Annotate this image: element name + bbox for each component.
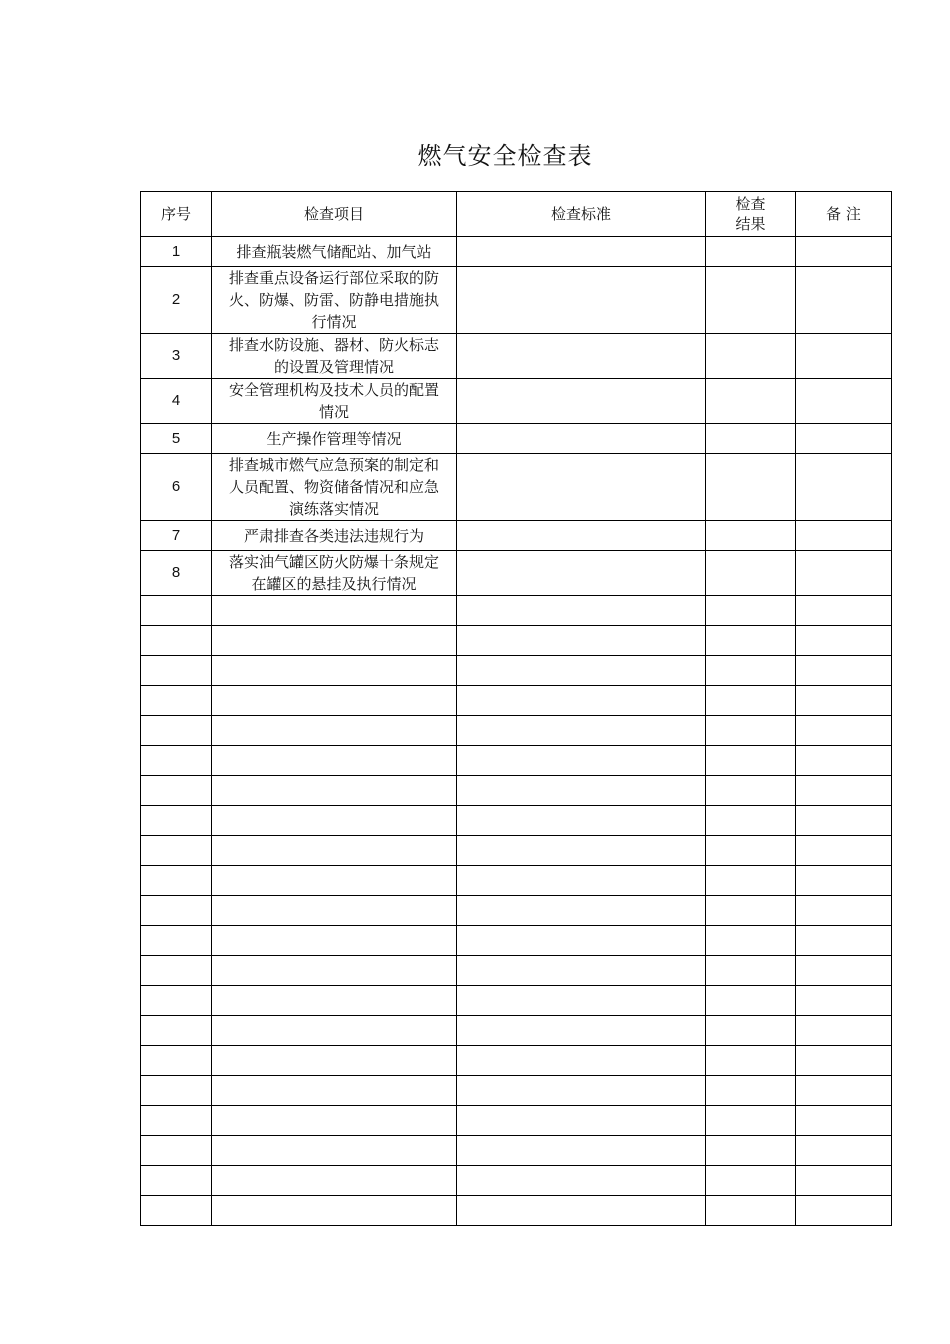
- cell-item-text: 排查重点设备运行部位采取的防火、防爆、防雷、防静电措施执行情况: [228, 269, 439, 331]
- empty-table-row: [141, 1016, 892, 1046]
- cell-note[interactable]: [796, 626, 892, 656]
- cell-result[interactable]: [706, 334, 796, 379]
- cell-standard[interactable]: [457, 334, 706, 379]
- cell-no[interactable]: [141, 1046, 212, 1076]
- cell-item[interactable]: [212, 1166, 457, 1196]
- cell-note[interactable]: [796, 806, 892, 836]
- cell-result[interactable]: [706, 1136, 796, 1166]
- empty-table-row: [141, 776, 892, 806]
- cell-item[interactable]: [212, 596, 457, 626]
- cell-no: 2: [141, 267, 212, 334]
- cell-standard[interactable]: [457, 379, 706, 424]
- cell-no: 4: [141, 379, 212, 424]
- table-row: [141, 454, 892, 521]
- cell-result[interactable]: [706, 1046, 796, 1076]
- cell-note[interactable]: [796, 424, 892, 454]
- cell-standard[interactable]: [457, 686, 706, 716]
- cell-no[interactable]: [141, 1166, 212, 1196]
- cell-note[interactable]: [796, 866, 892, 896]
- cell-note[interactable]: [796, 379, 892, 424]
- cell-no: 5: [141, 424, 212, 454]
- cell-result[interactable]: [706, 267, 796, 334]
- cell-standard[interactable]: [457, 454, 706, 521]
- cell-standard[interactable]: [457, 1106, 706, 1136]
- cell-note[interactable]: [796, 986, 892, 1016]
- cell-no[interactable]: [141, 716, 212, 746]
- cell-item[interactable]: [212, 626, 457, 656]
- cell-note[interactable]: [796, 454, 892, 521]
- cell-item[interactable]: [212, 986, 457, 1016]
- cell-standard[interactable]: [457, 836, 706, 866]
- cell-standard[interactable]: [457, 806, 706, 836]
- table-row: [141, 237, 892, 267]
- cell-note[interactable]: [796, 1076, 892, 1106]
- cell-result[interactable]: [706, 1076, 796, 1106]
- cell-item: [212, 267, 457, 334]
- cell-result[interactable]: [706, 836, 796, 866]
- cell-item[interactable]: [212, 1016, 457, 1046]
- cell-item: [212, 521, 457, 551]
- empty-table-row: [141, 956, 892, 986]
- cell-no: 8: [141, 551, 212, 596]
- cell-no[interactable]: [141, 1196, 212, 1226]
- cell-standard[interactable]: [457, 776, 706, 806]
- cell-no[interactable]: [141, 836, 212, 866]
- empty-table-row: [141, 686, 892, 716]
- cell-no[interactable]: [141, 686, 212, 716]
- cell-standard[interactable]: [457, 656, 706, 686]
- cell-no[interactable]: [141, 866, 212, 896]
- cell-standard[interactable]: [457, 1136, 706, 1166]
- header-note: 备 注: [796, 192, 892, 237]
- cell-result[interactable]: [706, 896, 796, 926]
- empty-table-row: [141, 626, 892, 656]
- cell-note[interactable]: [796, 596, 892, 626]
- cell-no: 6: [141, 454, 212, 521]
- cell-standard[interactable]: [457, 1196, 706, 1226]
- cell-no[interactable]: [141, 656, 212, 686]
- empty-table-row: [141, 1076, 892, 1106]
- cell-standard[interactable]: [457, 237, 706, 267]
- cell-item[interactable]: [212, 926, 457, 956]
- cell-note[interactable]: [796, 776, 892, 806]
- cell-standard[interactable]: [457, 926, 706, 956]
- empty-table-row: [141, 1136, 892, 1166]
- cell-item: [212, 237, 457, 267]
- cell-item[interactable]: [212, 746, 457, 776]
- header-row: [141, 192, 892, 237]
- table-body: [141, 237, 892, 1226]
- cell-note[interactable]: [796, 1016, 892, 1046]
- header-result: 检查 结果: [706, 192, 796, 237]
- cell-standard[interactable]: [457, 986, 706, 1016]
- cell-item[interactable]: [212, 1196, 457, 1226]
- table-row: [141, 424, 892, 454]
- header-item: 检查项目: [212, 192, 457, 237]
- empty-table-row: [141, 896, 892, 926]
- header-no: 序号: [141, 192, 212, 237]
- cell-item: [212, 334, 457, 379]
- empty-table-row: [141, 596, 892, 626]
- empty-table-row: [141, 926, 892, 956]
- table-row: [141, 551, 892, 596]
- empty-table-row: [141, 836, 892, 866]
- cell-standard[interactable]: [457, 267, 706, 334]
- cell-note[interactable]: [796, 1106, 892, 1136]
- cell-no[interactable]: [141, 986, 212, 1016]
- cell-note[interactable]: [796, 746, 892, 776]
- cell-result[interactable]: [706, 1196, 796, 1226]
- cell-note[interactable]: [796, 521, 892, 551]
- cell-result[interactable]: [706, 551, 796, 596]
- cell-standard[interactable]: [457, 1076, 706, 1106]
- empty-table-row: [141, 806, 892, 836]
- cell-note[interactable]: [796, 656, 892, 686]
- cell-no[interactable]: [141, 1106, 212, 1136]
- cell-item: [212, 454, 457, 521]
- cell-result[interactable]: [706, 746, 796, 776]
- cell-item[interactable]: [212, 836, 457, 866]
- cell-result[interactable]: [706, 626, 796, 656]
- cell-standard[interactable]: [457, 1016, 706, 1046]
- cell-item-text: 排查城市燃气应急预案的制定和人员配置、物资储备情况和应急演练落实情况: [228, 456, 439, 518]
- cell-item[interactable]: [212, 896, 457, 926]
- cell-standard[interactable]: [457, 551, 706, 596]
- cell-note[interactable]: [796, 267, 892, 334]
- cell-item: [212, 551, 457, 596]
- cell-note[interactable]: [796, 836, 892, 866]
- cell-item: [212, 424, 457, 454]
- empty-table-row: [141, 716, 892, 746]
- cell-standard[interactable]: [457, 1046, 706, 1076]
- cell-result[interactable]: [706, 656, 796, 686]
- empty-table-row: [141, 1046, 892, 1076]
- cell-no: 7: [141, 521, 212, 551]
- cell-note[interactable]: [796, 1196, 892, 1226]
- cell-result[interactable]: [706, 379, 796, 424]
- cell-no[interactable]: [141, 1076, 212, 1106]
- empty-table-row: [141, 1166, 892, 1196]
- cell-result[interactable]: [706, 986, 796, 1016]
- cell-standard[interactable]: [457, 424, 706, 454]
- cell-item-text: 生产操作管理等情况: [266, 429, 402, 448]
- cell-item-text: 排查水防设施、器材、防火标志的设置及管理情况: [228, 336, 439, 376]
- cell-note[interactable]: [796, 956, 892, 986]
- cell-result[interactable]: [706, 454, 796, 521]
- cell-standard[interactable]: [457, 1166, 706, 1196]
- cell-item[interactable]: [212, 806, 457, 836]
- cell-no[interactable]: [141, 806, 212, 836]
- cell-no[interactable]: [141, 956, 212, 986]
- cell-result[interactable]: [706, 716, 796, 746]
- cell-no[interactable]: [141, 1136, 212, 1166]
- cell-note[interactable]: [796, 896, 892, 926]
- cell-item[interactable]: [212, 1106, 457, 1136]
- inspection-table: [140, 191, 892, 1226]
- cell-no[interactable]: [141, 776, 212, 806]
- cell-standard[interactable]: [457, 746, 706, 776]
- cell-standard[interactable]: [457, 716, 706, 746]
- document-title: 燃气安全检查表: [417, 142, 593, 170]
- cell-no[interactable]: [141, 626, 212, 656]
- cell-result[interactable]: [706, 926, 796, 956]
- empty-table-row: [141, 986, 892, 1016]
- cell-note[interactable]: [796, 551, 892, 596]
- cell-note[interactable]: [796, 686, 892, 716]
- cell-item[interactable]: [212, 866, 457, 896]
- cell-no[interactable]: [141, 896, 212, 926]
- cell-item[interactable]: [212, 776, 457, 806]
- cell-standard[interactable]: [457, 956, 706, 986]
- cell-result[interactable]: [706, 956, 796, 986]
- cell-result[interactable]: [706, 776, 796, 806]
- empty-table-row: [141, 746, 892, 776]
- cell-result[interactable]: [706, 1166, 796, 1196]
- cell-result[interactable]: [706, 1016, 796, 1046]
- cell-item-text: 严肃排查各类违法违规行为: [243, 526, 424, 545]
- cell-result[interactable]: [706, 424, 796, 454]
- cell-no[interactable]: [141, 1016, 212, 1046]
- table-row: [141, 379, 892, 424]
- cell-item[interactable]: [212, 1076, 457, 1106]
- empty-table-row: [141, 656, 892, 686]
- cell-note[interactable]: [796, 716, 892, 746]
- cell-result[interactable]: [706, 596, 796, 626]
- table-row: [141, 521, 892, 551]
- cell-standard[interactable]: [457, 521, 706, 551]
- cell-item-text: 落实油气罐区防火防爆十条规定在罐区的悬挂及执行情况: [228, 553, 439, 593]
- cell-item[interactable]: [212, 686, 457, 716]
- cell-note[interactable]: [796, 1166, 892, 1196]
- cell-no: 1: [141, 237, 212, 267]
- header-standard: 检查标准: [457, 192, 706, 237]
- cell-item[interactable]: [212, 1046, 457, 1076]
- cell-no[interactable]: [141, 926, 212, 956]
- cell-note[interactable]: [796, 1136, 892, 1166]
- cell-item[interactable]: [212, 956, 457, 986]
- cell-standard[interactable]: [457, 626, 706, 656]
- empty-table-row: [141, 866, 892, 896]
- cell-note[interactable]: [796, 926, 892, 956]
- table-row: [141, 334, 892, 379]
- cell-item[interactable]: [212, 656, 457, 686]
- cell-item-text: 排查瓶装燃气储配站、加气站: [236, 242, 432, 261]
- empty-table-row: [141, 1196, 892, 1226]
- cell-result[interactable]: [706, 237, 796, 267]
- cell-item[interactable]: [212, 1136, 457, 1166]
- cell-standard[interactable]: [457, 596, 706, 626]
- cell-result[interactable]: [706, 521, 796, 551]
- empty-table-row: [141, 1106, 892, 1136]
- cell-item[interactable]: [212, 716, 457, 746]
- cell-standard[interactable]: [457, 866, 706, 896]
- cell-note[interactable]: [796, 1046, 892, 1076]
- cell-no: 3: [141, 334, 212, 379]
- cell-item: [212, 379, 457, 424]
- cell-result[interactable]: [706, 1106, 796, 1136]
- cell-note[interactable]: [796, 237, 892, 267]
- cell-item-text: 安全管理机构及技术人员的配置情况: [228, 381, 439, 421]
- cell-no[interactable]: [141, 746, 212, 776]
- cell-result[interactable]: [706, 806, 796, 836]
- cell-no[interactable]: [141, 596, 212, 626]
- table-row: [141, 267, 892, 334]
- cell-result[interactable]: [706, 686, 796, 716]
- cell-note[interactable]: [796, 334, 892, 379]
- cell-standard[interactable]: [457, 896, 706, 926]
- cell-result[interactable]: [706, 866, 796, 896]
